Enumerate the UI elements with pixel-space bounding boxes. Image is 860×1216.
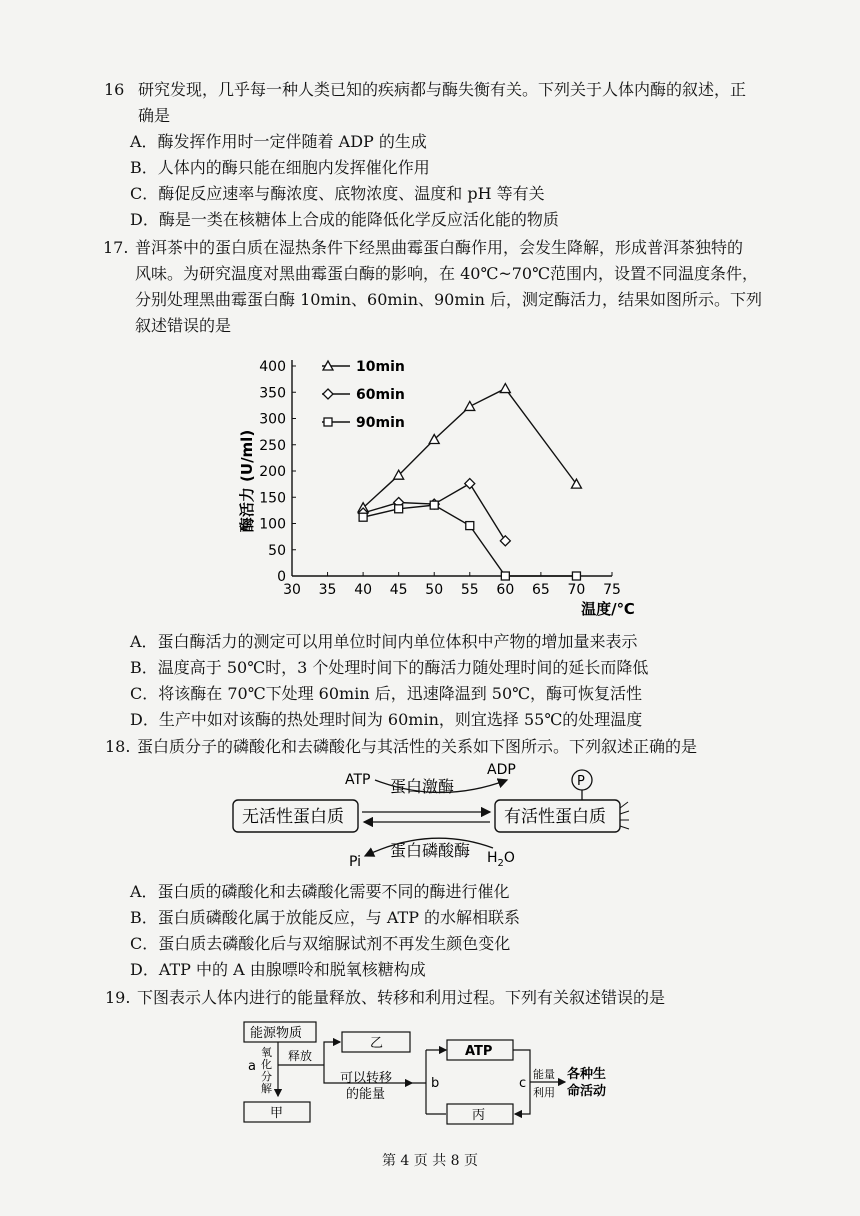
energy-label: 能量: [533, 1068, 555, 1081]
x-tick-label: 70: [567, 582, 586, 598]
page-footer: 第 4 页 共 8 页: [381, 1153, 479, 1169]
q17-option-a: A．蛋白酶活力的测定可以用单位时间内单位体积中产物的增加量来表示: [130, 632, 638, 651]
q19-stem: 下图表示人体内进行的能量释放、转移和利用过程。下列有关叙述错误的是: [137, 988, 666, 1007]
yi-label: 乙: [370, 1036, 384, 1051]
energy-flow-diagram: [240, 1018, 640, 1130]
x-tick-label: 45: [389, 582, 408, 598]
legend-label: 90min: [356, 415, 405, 431]
y-axis-title: 酶活力 (U/ml): [238, 429, 256, 533]
y-tick-label: 400: [259, 359, 286, 375]
y-tick-label: 300: [259, 411, 286, 428]
q17-option-b: B．温度高于 50℃时，3 个处理时间下的酶活力随处理时间的延长而降低: [130, 658, 649, 677]
use-label: 利用: [533, 1086, 555, 1099]
q19-number: 19.: [105, 988, 131, 1007]
q17-option-d: D．生产中如对该酶的热处理时间为 60min，则宜选择 55℃的处理温度: [130, 710, 643, 729]
point-square: [324, 418, 332, 426]
point-diamond: [500, 536, 510, 546]
q17-stem-line4: 叙述错误的是: [135, 316, 232, 335]
point-square: [572, 572, 580, 580]
enzyme-activity-chart: [230, 340, 650, 625]
x-tick-label: 40: [354, 582, 373, 598]
q16-stem-line2: 确是: [138, 106, 171, 125]
q18-option-d: D．ATP 中的 A 由腺嘌呤和脱氧核糖构成: [130, 960, 426, 979]
y-tick-label: 0: [277, 569, 286, 585]
q16-number: 16: [104, 80, 125, 99]
point-triangle: [500, 384, 510, 393]
x-tick-label: 55: [460, 582, 479, 598]
q18-option-a: A．蛋白质的磷酸化和去磷酸化需要不同的酶进行催化: [130, 882, 510, 901]
q18-option-b: B．蛋白质磷酸化属于放能反应，与 ATP 的水解相联系: [130, 908, 521, 927]
release-label: 释放: [288, 1049, 313, 1063]
step-c-label: c: [519, 1076, 527, 1091]
adp-label: ADP: [487, 762, 516, 778]
point-square: [430, 501, 438, 509]
oxidation-char-3: 分: [261, 1070, 272, 1083]
oxidation-char-2: 化: [261, 1058, 272, 1071]
pi-label: Pi: [349, 854, 362, 870]
q16-stem-line1: 研究发现，几乎每一种人类已知的疾病都与酶失衡有关。下列关于人体内酶的叙述，正: [138, 80, 747, 99]
y-tick-label: 250: [259, 437, 286, 454]
inactive-protein-label: 无活性蛋白质: [242, 807, 344, 827]
energy-source-label: 能源物质: [250, 1026, 303, 1041]
q17-number: 17.: [103, 238, 129, 257]
x-tick-label: 75: [603, 582, 621, 598]
legend-label: 60min: [356, 387, 405, 403]
point-square: [395, 505, 403, 513]
atp-label: ATP: [345, 772, 371, 788]
point-square: [466, 522, 474, 530]
phosphorylation-diagram: [225, 760, 645, 870]
q16-option-d: D．酶是一类在核糖体上合成的能降低化学反应活化能的物质: [130, 210, 559, 229]
x-tick-label: 60: [496, 582, 515, 598]
q18-option-c: C．蛋白质去磷酸化后与双缩脲试剂不再发生颜色变化: [130, 934, 511, 953]
y-tick-label: 100: [259, 516, 286, 533]
q17-option-c: C．将该酶在 70℃下处理 60min 后，迅速降温到 50℃，酶可恢复活性: [130, 684, 643, 703]
y-tick-label: 50: [268, 542, 286, 559]
step-a-label: a: [248, 1059, 256, 1074]
point-triangle: [465, 401, 475, 410]
point-square: [359, 513, 367, 521]
water-label: $H_2O$: [487, 850, 515, 869]
q18-stem: 蛋白质分子的磷酸化和去磷酸化与其活性的关系如下图所示。下列叙述正确的是: [137, 737, 698, 756]
step-b-label: b: [431, 1076, 440, 1091]
oxidation-char-1: 氧: [261, 1046, 272, 1059]
q16-option-a: A．酶发挥作用时一定伴随着 ADP 的生成: [130, 132, 427, 151]
phosphatase-label: 蛋白磷酸酶: [390, 841, 471, 860]
q17-stem-line3: 分别处理黑曲霉蛋白酶 10min、60min、90min 后，测定酶活力，结果如图所示。下列: [135, 290, 763, 309]
release-to-yi-arrow: [324, 1042, 340, 1065]
x-axis-title: 温度/℃: [581, 600, 635, 618]
transferable-energy-line1: 可以转移: [340, 1071, 393, 1086]
kinase-label: 蛋白激酶: [390, 777, 455, 796]
x-tick-label: 30: [283, 582, 301, 598]
q16-option-b: B．人体内的酶只能在细胞内发挥催化作用: [130, 158, 430, 177]
series-line-90min: [363, 505, 576, 576]
x-tick-label: 65: [531, 582, 550, 598]
point-diamond: [465, 479, 475, 489]
active-site-hatch: [620, 802, 629, 829]
q18-number: 18.: [105, 737, 131, 756]
life-activity-line1: 各种生: [567, 1067, 607, 1082]
active-protein-label: 有活性蛋白质: [504, 807, 606, 827]
legend-label: 10min: [356, 359, 405, 375]
q16-option-c: C．酶促反应速率与酶浓度、底物浓度、温度和 pH 等有关: [130, 184, 545, 203]
oxidation-char-4: 解: [261, 1082, 272, 1095]
jia-label: 甲: [270, 1106, 284, 1121]
y-tick-label: 150: [259, 490, 286, 507]
b-connector: [412, 1050, 426, 1114]
atp-label: ATP: [465, 1044, 493, 1059]
y-tick-label: 200: [259, 464, 286, 480]
x-tick-label: 35: [318, 582, 337, 598]
q17-stem-line1: 普洱茶中的蛋白质在湿热条件下经黑曲霉蛋白酶作用，会发生降解，形成普洱茶独特的: [135, 238, 744, 257]
q17-stem-line2: 风味。为研究温度对黑曲霉蛋白酶的影响，在 40℃~70℃范围内，设置不同温度条件，: [135, 264, 759, 283]
point-square: [501, 572, 509, 580]
point-diamond: [323, 389, 333, 399]
y-tick-label: 350: [259, 385, 286, 402]
life-activity-line2: 命活动: [567, 1084, 607, 1099]
bing-label: 丙: [472, 1108, 486, 1123]
x-tick-label: 50: [425, 582, 444, 598]
transferable-energy-line2: 的能量: [346, 1087, 386, 1102]
phosphate-label: P: [577, 774, 585, 789]
